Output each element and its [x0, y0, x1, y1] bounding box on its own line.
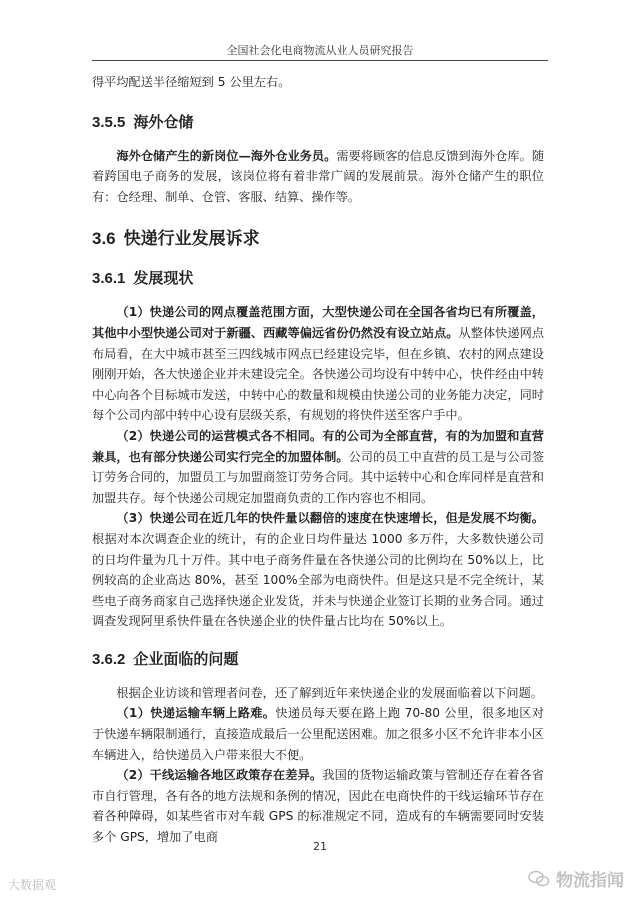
paragraph-body: 从整体快递网点布局看，在大中城市甚至三四线城市网点已经建设完毕，但在乡镇、农村的网点建设刚刚开始，各大快递企业并未建设完全。各快递公司均设有中转中心，快件经由中转中心向各个目标城市发送，中转中心的数量和规模由快递公司的业务能力决定，同时每个公司内部中转中心设有层级关系，有规划的将快件送至客户手中。	[92, 325, 545, 423]
intro-line: 得平均配送半径缩短到 5 公里左右。	[92, 75, 291, 89]
watermark-left: 大数据观	[8, 878, 57, 892]
bold-lead: （2）干线运输各地区政策存在差异。	[116, 768, 323, 783]
section-number: 3.6	[92, 229, 116, 249]
section-3-6-heading	[92, 227, 544, 251]
paragraph-body: 我国的货物运输政策与管制还存在着各省市自行管理，各有各的地方法规和条例的情况，因此在电商快件的干线运输环节存在着各种障碍，如某些省市对车载 GPS 的标准规定不同，造成有的车辆需要同时安装多个 GPS，增加了电商	[92, 768, 544, 845]
running-header: 全国社会化电商物流从业人员研究报告	[226, 44, 414, 57]
problem-paragraph-2	[92, 765, 544, 847]
status-paragraph-3	[92, 508, 544, 632]
paragraph-body: 需要将顾客的信息反馈到海外仓库。随着跨国电子商务的发展，该岗位将有着非常广阔的发展前景。海外仓储产生的职位有：仓经理、制单、仓管、客服、结算、操作等。	[92, 148, 545, 204]
wechat-icon	[528, 870, 550, 888]
section-title: 发展现状	[133, 269, 194, 288]
problem-paragraph-1	[92, 703, 544, 765]
bold-lead: （1）快递公司的网点覆盖范围方面，大型快递公司在全国各省均已有所覆盖，其他中小型快递公司对于新疆、西藏等偏远省份仍然没有设立站点。	[92, 305, 544, 340]
section-title: 企业面临的问题	[133, 649, 239, 668]
bold-lead: （1）快递运输车辆上路难。	[116, 706, 276, 721]
bold-lead: （3）快递公司在近几年的快件量以翻倍的速度在快速增长，但是发展不均衡。	[116, 511, 544, 526]
status-paragraph-1	[92, 302, 544, 426]
section-3-6-2-heading	[92, 648, 544, 671]
header-rule	[92, 60, 548, 61]
section-3-6-1-heading	[92, 267, 544, 290]
watermark-right-text: 物流指闻	[556, 871, 624, 891]
status-paragraph-2	[92, 426, 544, 508]
watermark-right	[528, 866, 624, 891]
paragraph-body: 根据对本次调查企业的统计，有的企业日均件量达 1000 多万件，大多数快递公司的日均件量为几十万件。其中电子商务件量在各快递公司的比例均在 50%以上，比例较高的企业高达 80%，甚至 100%全部为电商快件。但是这只是不完全统计，某些电子商务商家自己选择快递企业发货，并未与快递企业签订长期的业务合同。通过调查发现阿里系快件量在各快递企业的快件量占比均在 50%以上。	[92, 531, 544, 629]
section-number: 3.6.2	[92, 650, 126, 668]
paragraph-body: 公司的员工中直营的员工是与公司签订劳务合同的，加盟员工与加盟商签订劳务合同。其中运转中心和仓库同样是直营和加盟共存。每个快递公司规定加盟商负责的工作内容也不相同。	[92, 449, 545, 505]
bold-lead: 海外仓储产生的新岗位—海外仓业务员。	[116, 148, 337, 163]
problems-lead: 根据企业访谈和管理者问卷，还了解到近年来快递企业的发展面临着以下问题。	[116, 685, 543, 700]
page-number: 21	[313, 840, 327, 853]
section-3-5-5-heading	[92, 111, 544, 134]
section-number: 3.6.1	[92, 270, 126, 288]
bold-lead: （2）快递公司的运营模式各不相同。有的公司为全部直营，有的为加盟和直营兼具，也有部分快递公司实行完全的加盟体制。	[92, 428, 544, 464]
overseas-paragraph	[92, 146, 544, 208]
paragraph-body: 快递员每天要在路上跑 70-80 公里，很多地区对于快递车辆限制通行，直接造成最后一公里配送困难。加之很多小区不允许非本小区车辆进入，给快递员入户带来很大不便。	[92, 706, 544, 762]
section-number: 3.5.5	[92, 113, 126, 131]
section-title: 快递行业发展诉求	[123, 229, 260, 250]
section-title: 海外仓储	[133, 112, 194, 131]
page-content	[92, 72, 544, 848]
